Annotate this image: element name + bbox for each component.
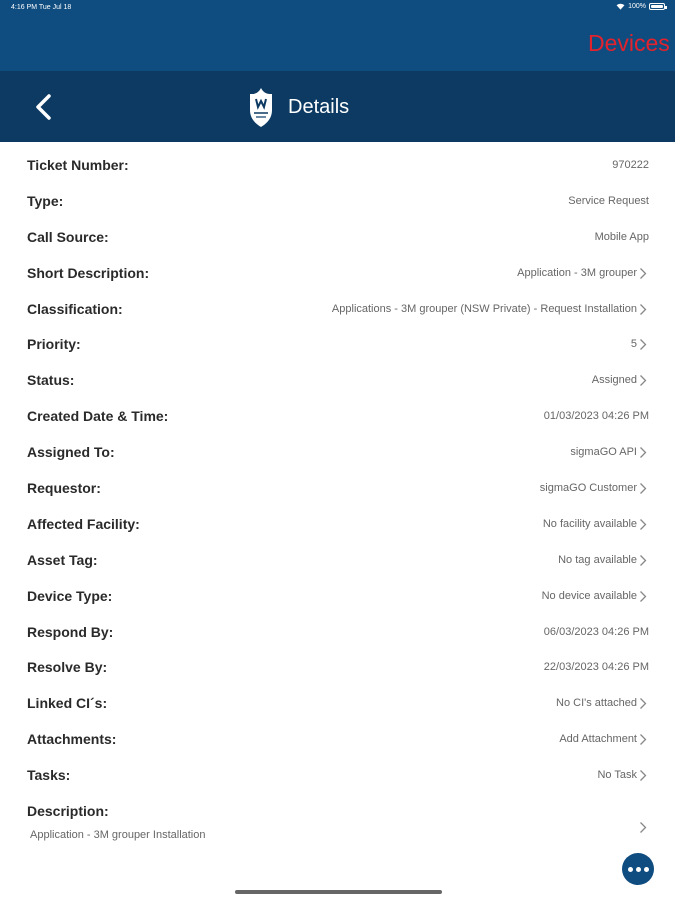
detail-value: No facility available [542, 517, 637, 530]
detail-label: Ticket Number: [27, 157, 129, 173]
more-horizontal-icon-dot [636, 867, 641, 872]
chevron-right-icon [639, 821, 647, 834]
detail-value: 970222 [612, 159, 649, 171]
detail-value: Service Request [568, 194, 649, 207]
description-row[interactable] [0, 794, 675, 854]
detail-label: Created Date & Time: [27, 408, 169, 425]
chevron-right-icon [639, 733, 647, 746]
detail-label: Classification: [27, 300, 123, 317]
detail-value: Mobile App [594, 230, 649, 243]
detail-label: Attachments: [27, 731, 117, 748]
wifi-icon [616, 3, 625, 10]
detail-row-requestor[interactable] [0, 471, 675, 507]
status-bar [0, 0, 675, 16]
chevron-right-icon [639, 374, 647, 387]
top-bar [0, 0, 675, 71]
detail-label: Short Description: [27, 264, 150, 281]
page-title: Details [288, 96, 350, 118]
detail-row-assigned-to[interactable] [0, 435, 675, 471]
detail-label: Asset Tag: [27, 551, 98, 568]
chevron-right-icon [639, 590, 647, 603]
detail-row-attachments[interactable] [0, 722, 675, 758]
detail-value: 06/03/2023 04:26 PM [543, 625, 649, 638]
chevron-right-icon [639, 303, 647, 316]
detail-row-type [0, 184, 675, 220]
detail-row-short-description[interactable] [0, 256, 675, 292]
nav-bar [0, 71, 675, 142]
detail-label: Affected Facility: [27, 515, 140, 532]
detail-value: Application - 3M grouper [517, 266, 637, 279]
battery-icon [649, 3, 665, 10]
detail-value: Assigned [591, 374, 637, 387]
description-text: Application - 3M grouper Installation [30, 829, 206, 841]
chevron-right-icon [639, 267, 647, 280]
detail-label: Type: [27, 192, 64, 209]
detail-row-tasks[interactable] [0, 758, 675, 794]
back-button[interactable] [30, 91, 60, 123]
more-options-button[interactable] [622, 853, 654, 885]
detail-value: sigmaGO API [570, 446, 637, 459]
chevron-right-icon [639, 482, 647, 495]
status-right [616, 3, 665, 10]
detail-row-classification[interactable] [0, 292, 675, 328]
detail-label: Requestor: [27, 480, 101, 497]
chevron-right-icon [639, 554, 647, 567]
detail-row-ticket-number [0, 148, 675, 184]
detail-value: 5 [630, 338, 637, 351]
detail-row-asset-tag[interactable] [0, 543, 675, 579]
detail-value: Add Attachment [559, 733, 637, 746]
description-label: Description: [27, 803, 109, 819]
chevron-right-icon [639, 518, 647, 531]
detail-label: Call Source: [27, 228, 109, 245]
detail-row-status[interactable] [0, 363, 675, 399]
detail-value: 22/03/2023 04:26 PM [543, 661, 649, 674]
chevron-right-icon [639, 697, 647, 710]
detail-label: Respond By: [27, 623, 114, 640]
chevron-right-icon [639, 769, 647, 782]
detail-row-created-date [0, 399, 675, 435]
detail-value: No device available [541, 589, 637, 602]
detail-label: Device Type: [27, 587, 113, 604]
detail-value: No Task [597, 769, 637, 782]
detail-label: Priority: [27, 336, 81, 353]
detail-label: Assigned To: [27, 444, 115, 461]
detail-label: Resolve By: [27, 659, 108, 676]
detail-label: Status: [27, 372, 75, 389]
more-horizontal-icon-dot [628, 867, 633, 872]
detail-value: No tag available [558, 553, 637, 566]
detail-value: 01/03/2023 04:26 PM [543, 410, 649, 423]
home-indicator[interactable] [235, 890, 442, 894]
detail-label: Tasks: [27, 767, 71, 784]
chevron-right-icon [639, 338, 647, 351]
chevron-right-icon [639, 446, 647, 459]
shield-crest-icon [247, 86, 275, 128]
more-horizontal-icon-dot [644, 867, 649, 872]
devices-tab-label[interactable]: Devices [588, 30, 670, 56]
battery-percent: 100% [628, 3, 646, 10]
details-list [0, 148, 675, 794]
detail-value: Applications - 3M grouper (NSW Private) - Request Installation [331, 302, 637, 315]
status-time: 4:16 PM Tue Jul 18 [11, 4, 72, 11]
detail-row-resolve-by [0, 650, 675, 686]
detail-row-affected-facility[interactable] [0, 507, 675, 543]
detail-label: Linked CI´s: [27, 695, 108, 712]
detail-row-device-type[interactable] [0, 579, 675, 615]
detail-row-respond-by [0, 615, 675, 651]
detail-row-call-source [0, 220, 675, 256]
detail-row-linked-cis[interactable] [0, 686, 675, 722]
detail-row-priority[interactable] [0, 327, 675, 363]
detail-value: No CI's attached [556, 697, 637, 710]
detail-value: sigmaGO Customer [539, 482, 637, 495]
